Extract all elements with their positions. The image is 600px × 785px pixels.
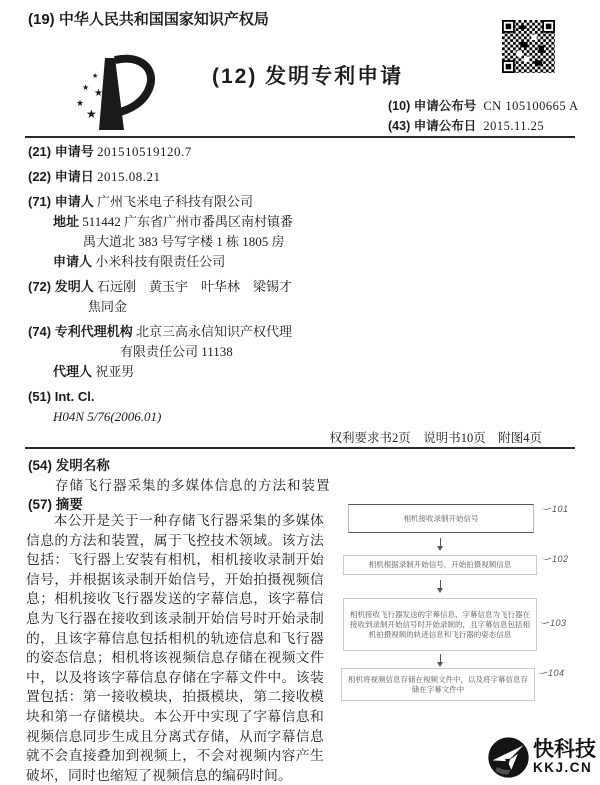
publication-number-label: (10) 申请公布号 bbox=[388, 99, 477, 113]
flowchart-step-104-label: 104 bbox=[538, 668, 565, 678]
publication-date-row bbox=[388, 116, 579, 136]
publication-info bbox=[388, 96, 579, 136]
flowchart-step-101-box: 相机接收录制开始信号 bbox=[348, 504, 534, 533]
flowchart-arrow-down-icon bbox=[437, 538, 443, 551]
agency-line1: 北京三高永信知识产权代理 bbox=[135, 324, 292, 339]
svg-text:★: ★ bbox=[76, 98, 85, 108]
applicant-row bbox=[28, 192, 358, 212]
inventors-label: (72) 发明人 bbox=[28, 279, 94, 294]
abstract-label: (57) 摘要 bbox=[28, 497, 83, 512]
bibliographic-data bbox=[28, 142, 358, 427]
kkj-watermark bbox=[486, 733, 598, 781]
filing-date-label: (22) 申请日 bbox=[28, 169, 94, 184]
flowchart-step-102-label: 102 bbox=[542, 554, 569, 564]
agent-value: 祝亚男 bbox=[95, 364, 135, 379]
applicant2-value: 小米科技有限责任公司 bbox=[95, 254, 226, 269]
address-line2: 禺大道北 383 号写字楼 1 栋 1805 房 bbox=[83, 234, 285, 249]
document-type-title: (12) 发明专利申请 bbox=[212, 65, 404, 88]
paper-plane-globe-icon bbox=[486, 735, 531, 780]
flowchart-step-104-box: 相机将视频信息存储在视频文件中，以及将字幕信息存储在字幕文件中 bbox=[341, 668, 535, 701]
invention-title: 存储飞行器采集的多媒体信息的方法和装置 bbox=[55, 478, 331, 493]
flowchart-step-103-box: 相机接收飞行器发送的字幕信息，字幕信息为飞行器在接收到录制开始信号时开始录制的，且字幕信息包括相机拍摄视频的轨迹信息和飞行器的姿态信息 bbox=[343, 598, 537, 651]
brand-text bbox=[533, 739, 596, 775]
patent-office-line: (19) 中华人民共和国国家知识产权局 bbox=[28, 11, 269, 28]
inventors-row bbox=[28, 277, 358, 297]
agency-line2: 有限责任公司 11138 bbox=[120, 344, 233, 359]
publication-date-value: 2015.11.25 bbox=[483, 119, 545, 133]
address-line1: 511442 广东省广州市番禺区南村镇番 bbox=[82, 214, 294, 229]
invention-title-label: (54) 发明名称 bbox=[28, 458, 110, 473]
filing-date-row bbox=[28, 167, 358, 187]
applicant-label: (71) 申请人 bbox=[28, 194, 94, 209]
agency-row bbox=[28, 322, 358, 342]
filing-date-value: 2015.08.21 bbox=[96, 169, 161, 184]
publication-date-label: (43) 申请公布日 bbox=[388, 119, 477, 133]
publication-number-value: CN 105100665 A bbox=[483, 99, 579, 113]
application-number-value: 201510519120.7 bbox=[96, 144, 192, 159]
agency-row2 bbox=[28, 342, 358, 362]
applicant2-row bbox=[28, 252, 358, 272]
agent-row bbox=[28, 362, 358, 382]
intcl-value: H04N 5/76(2006.01) bbox=[53, 409, 162, 424]
section-divider bbox=[25, 447, 575, 449]
brand-name: 快科技 bbox=[533, 738, 596, 762]
svg-text:★: ★ bbox=[82, 83, 90, 92]
flowchart-figure bbox=[338, 498, 578, 718]
address-row2 bbox=[28, 232, 358, 252]
inventors-line1: 石远刚 黄玉宇 叶华林 梁锡才 bbox=[96, 279, 292, 294]
abstract-text: 本公开是关于一种存储飞行器采集的多媒体信息的方法和装置，属于飞控技术领域。该方法包括：飞行器上安装有相机，相机接收录制开始信号，并根据该录制开始信号，开始拍摄视频信息；相机接收飞行器发送的字幕信息，该字幕信息为飞行器在接收到该录制开始信号时开始录制的，且该字幕信息包括相机的轨迹信息和飞行器的姿态信息；相机将该视频信息存储在视频文件中，以及将该字幕信息存储在字幕文件中。该装置包括：第一接收模块，拍摄模块，第二接收模块和第一存储模块。本公开中实现了字幕信息和视频信息同步生成且分离式存储，从而字幕信息就不会直接叠加到视频上，不会对视频内容产生破坏，同时也缩短了视频信息的编码时间。 bbox=[26, 513, 324, 783]
address-row bbox=[28, 212, 358, 232]
header-divider bbox=[25, 136, 575, 138]
qr-code-icon bbox=[502, 20, 555, 73]
application-number-label: (21) 申请号 bbox=[28, 144, 94, 159]
publication-number-row bbox=[388, 96, 579, 116]
svg-text:★: ★ bbox=[94, 88, 103, 99]
svg-text:★: ★ bbox=[92, 72, 99, 80]
flowchart-step-101-label: 101 bbox=[542, 504, 569, 514]
flowchart-step-103-label: 103 bbox=[540, 618, 567, 628]
intcl-value-row bbox=[28, 407, 358, 427]
intcl-row bbox=[28, 387, 358, 407]
svg-text:★: ★ bbox=[86, 107, 97, 121]
brand-domain: KKJ.CN bbox=[533, 760, 593, 776]
agency-label: (74) 专利代理机构 bbox=[28, 324, 133, 339]
flowchart-arrow-down-icon bbox=[437, 580, 443, 593]
flowchart-arrow-down-icon bbox=[437, 654, 443, 667]
application-number-row bbox=[28, 142, 358, 162]
address-label: 地址 bbox=[53, 214, 80, 229]
inventors-line2: 焦同金 bbox=[88, 299, 128, 314]
applicant1-value: 广州飞米电子科技有限公司 bbox=[96, 194, 253, 209]
flowchart-step-102-box: 相机根据录制开始信号，开始拍摄视频信息 bbox=[343, 555, 537, 575]
inventors-row2 bbox=[28, 297, 358, 317]
intcl-label: (51) Int. Cl. bbox=[28, 389, 95, 404]
sipo-logo-icon bbox=[52, 54, 164, 134]
applicant2-label: 申请人 bbox=[53, 254, 93, 269]
agent-label: 代理人 bbox=[53, 364, 93, 379]
pages-summary: 权利要求书2页 说明书10页 附图4页 bbox=[329, 431, 542, 445]
